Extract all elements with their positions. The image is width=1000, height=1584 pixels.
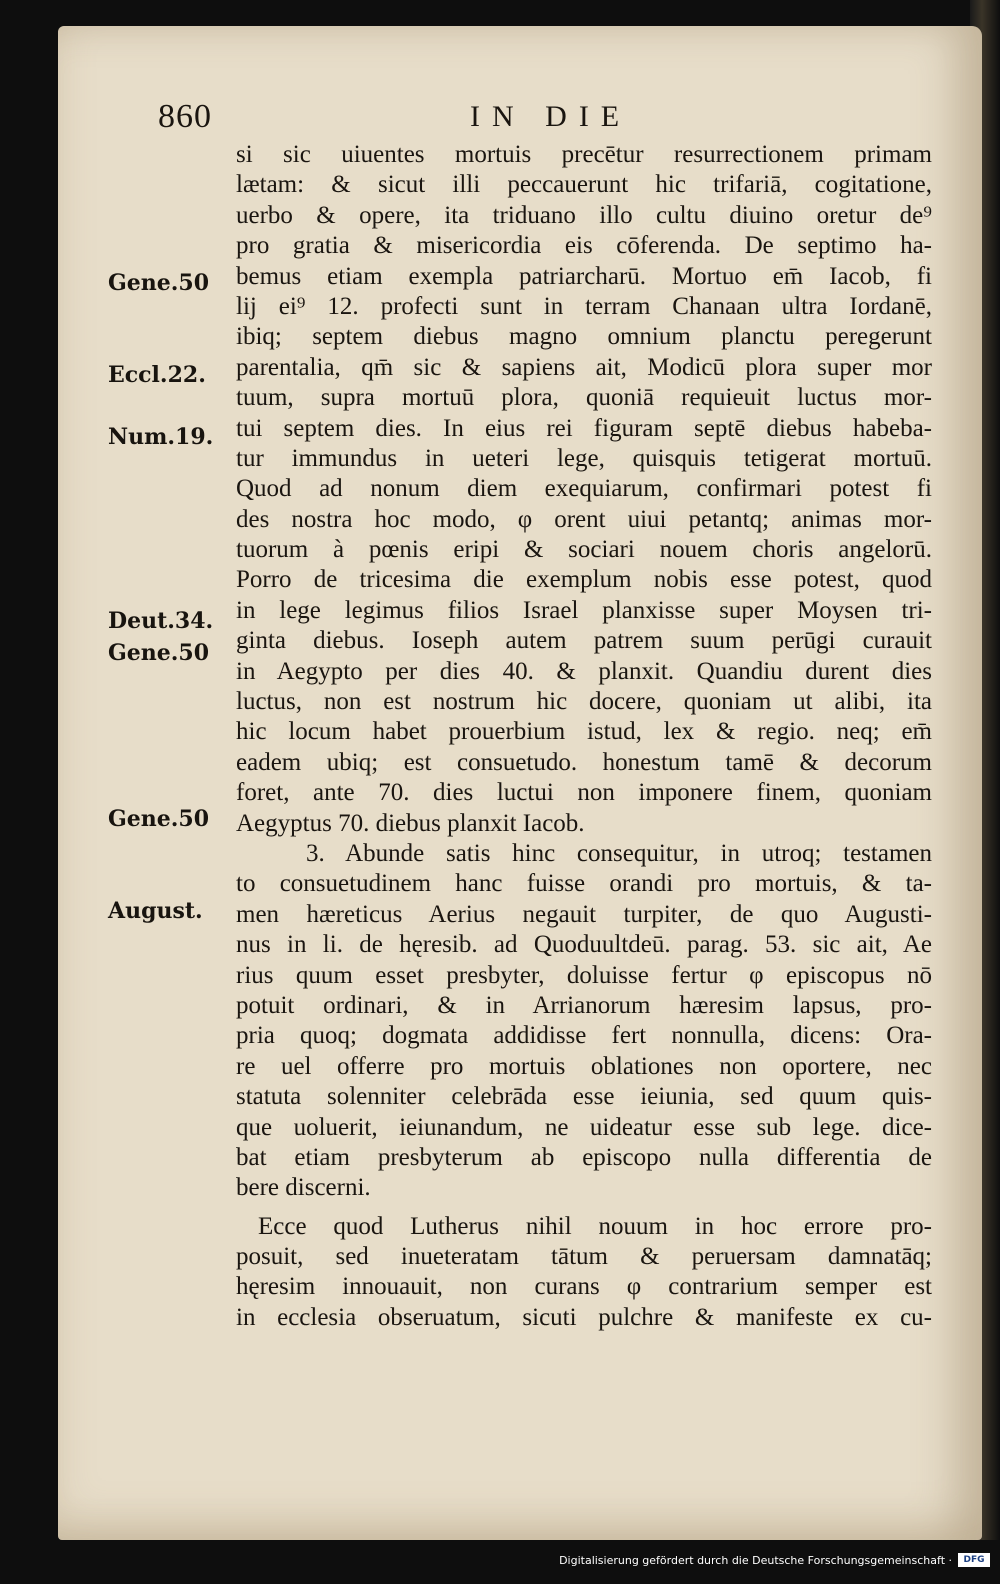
text-line: statuta solenniter celebrāda esse ieiunia, sed quum quis-: [236, 1083, 932, 1111]
text-line: que uoluerit, ieiunandum, ne uideatur esse sub lege. dice-: [236, 1113, 932, 1141]
margin-note: Eccl.22.: [108, 362, 206, 388]
margin-note: August.: [108, 898, 203, 924]
text-line: men hæreticus Aerius negauit turpiter, de quo Augusti-: [236, 900, 932, 928]
text-line: in lege legimus filios Israel planxisse super Moysen tri-: [236, 596, 932, 624]
text-line: posuit, sed inueteratam tātum & peruersam damnatāq;: [236, 1243, 932, 1271]
text-line: 3. Abunde satis hinc consequitur, in utroq; testamen: [306, 839, 932, 867]
text-line: Ecce quod Lutherus nihil nouum in hoc errore pro-: [258, 1212, 932, 1240]
text-line: tur immundus in ueteri lege, quisquis tetigerat mortuū.: [236, 444, 932, 472]
text-line: eadem ubiq; est consuetudo. honestum tamē & decorum: [236, 748, 932, 776]
text-line: hęresim innouauit, non curans φ contrarium semper est: [236, 1273, 932, 1301]
page-header: [100, 98, 970, 138]
text-line: re uel offerre pro mortuis oblationes non oportere, nec: [236, 1052, 932, 1080]
body-text: [236, 140, 932, 1333]
dfg-logo-icon: DFG: [958, 1553, 990, 1567]
text-line: Aegyptus 70. diebus planxit Iacob.: [236, 809, 585, 837]
text-line: to consuetudinem hanc fuisse orandi pro mortuis, & ta-: [236, 870, 932, 898]
text-line: lij ei⁹ 12. profecti sunt in terram Chanaan ultra Iordanē,: [236, 292, 932, 320]
digitization-credit: Digitalisierung gefördert durch die Deutsche Forschungsgemeinschaft ·: [559, 1554, 952, 1567]
text-line: rius quum esset presbyter, doluisse fertur φ episcopus nō: [236, 961, 932, 989]
text-line: ginta diebus. Ioseph autem patrem suum perūgi curauit: [236, 627, 932, 655]
margin-note: Gene.50: [108, 640, 210, 666]
margin-note: Gene.50: [108, 270, 210, 296]
text-line: Porro de tricesima die exemplum nobis esse potest, quod: [236, 566, 932, 594]
page-number: 860: [158, 98, 212, 135]
footer: [0, 1548, 1000, 1584]
text-line: lætam: & sicut illi peccauerunt hic trifariā, cogitatione,: [236, 171, 932, 199]
text-line: potuit ordinari, & in Arrianorum hæresim lapsus, pro-: [236, 991, 932, 1019]
text-line: luctus, non est nostrum hic docere, quoniam ut alibi, ita: [236, 688, 932, 716]
text-line: bere discerni.: [236, 1174, 371, 1202]
running-head: IN DIE: [470, 100, 632, 133]
text-line: des nostra hoc modo, φ orent uiui petantq; animas mor-: [236, 505, 932, 533]
text-line: parentalia, qm̄ sic & sapiens ait, Modicū plora super mor: [236, 353, 932, 381]
text-line: hic locum habet prouerbium istud, lex & regio. neq; em̄: [236, 718, 932, 746]
text-line: Quod ad nonum diem exequiarum, confirmari potest fi: [236, 475, 932, 503]
text-line: si sic uiuentes mortuis precētur resurrectionem primam: [236, 141, 932, 168]
text-line: tuum, supra mortuū plora, quoniā requieuit luctus mor-: [236, 384, 932, 412]
text-line: in Aegypto per dies 40. & planxit. Quandiu durent dies: [236, 657, 932, 685]
text-line: pria quoq; dogmata addidisse fert nonnulla, dicens: Ora-: [236, 1022, 932, 1050]
text-line: bemus etiam exempla patriarcharū. Mortuo em̄ Iacob, fi: [236, 262, 932, 290]
text-line: ibiq; septem diebus magno omnium planctu peregerunt: [236, 323, 932, 351]
text-line: tuorum à pœnis eripi & sociari nouem choris angelorū.: [236, 536, 932, 564]
text-line: bat etiam presbyterum ab episcopo nulla differentia de: [236, 1143, 932, 1171]
margin-note: Num.19.: [108, 424, 214, 450]
margin-note: Gene.50: [108, 806, 210, 832]
margin-note: Deut.34.: [108, 608, 214, 634]
text-line: uerbo & opere, ita triduano illo cultu diuino oretur de⁹: [236, 201, 932, 229]
text-line: in ecclesia obseruatum, sicuti pulchre & manifeste ex cu-: [236, 1303, 932, 1331]
text-line: pro gratia & misericordia eis cōferenda. De septimo ha-: [236, 232, 932, 260]
text-line: nus in li. de hęresib. ad Quoduultdeū. parag. 53. sic ait, Ae: [236, 931, 932, 959]
text-line: foret, ante 70. dies luctui non imponere finem, quoniam: [236, 779, 932, 807]
text-line: tui septem dies. In eius rei figuram septē diebus habeba-: [236, 414, 932, 442]
